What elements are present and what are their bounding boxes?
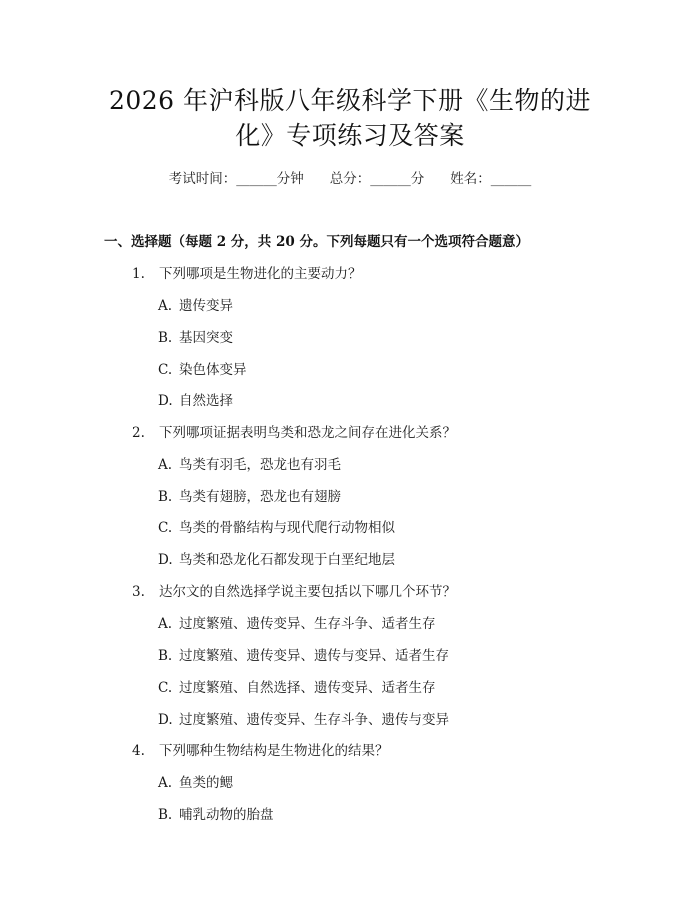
option-letter: C. [158, 680, 173, 696]
question-2-option-b [158, 485, 341, 505]
option-text: 自然选择 [179, 393, 233, 409]
question-number: 2. [132, 425, 145, 441]
question-number: 4. [132, 743, 145, 759]
option-text: 鸟类的骨骼结构与现代爬行动物相似 [179, 520, 395, 536]
question-2-option-a [158, 453, 341, 473]
option-text: 鸟类有羽毛，恐龙也有羽毛 [179, 457, 341, 473]
question-3-option-b [158, 644, 449, 664]
option-letter: A. [158, 775, 173, 791]
student-name-field: 姓名：______ [450, 171, 532, 187]
question-3-option-c [158, 676, 436, 696]
option-letter: C. [158, 362, 173, 378]
option-text: 遗传变异 [179, 298, 233, 314]
option-text: 过度繁殖、遗传变异、生存斗争、遗传与变异 [179, 712, 449, 728]
question-2-option-d [158, 548, 395, 568]
question-2 [132, 421, 456, 441]
option-text: 过度繁殖、遗传变异、遗传与变异、适者生存 [179, 648, 449, 664]
option-letter: D. [158, 393, 173, 409]
question-2-option-c [158, 516, 395, 536]
option-text: 鸟类有翅膀，恐龙也有翅膀 [179, 489, 341, 505]
option-text: 过度繁殖、遗传变异、生存斗争、适者生存 [179, 616, 436, 632]
question-1-option-a [158, 294, 233, 314]
option-text: 哺乳动物的胎盘 [179, 807, 274, 823]
question-number: 1. [132, 266, 145, 282]
option-letter: D. [158, 552, 173, 568]
option-text: 鱼类的鳃 [179, 775, 233, 791]
option-letter: B. [158, 807, 173, 823]
question-3 [132, 580, 456, 600]
option-letter: D. [158, 712, 173, 728]
question-3-option-d [158, 708, 449, 728]
option-text: 鸟类和恐龙化石都发现于白垩纪地层 [179, 552, 395, 568]
exam-time-field: 考试时间：______分钟 [168, 171, 304, 187]
question-number: 3. [132, 584, 145, 600]
question-text: 下列哪项证据表明鸟类和恐龙之间存在进化关系？ [159, 425, 456, 441]
question-4 [132, 739, 389, 759]
question-text: 下列哪项是生物进化的主要动力？ [159, 266, 362, 282]
question-1-option-d [158, 389, 233, 409]
section-heading: 一、选择题（每题 2 分，共 20 分。下列每题只有一个选项符合题意） [104, 234, 529, 250]
question-3-option-a [158, 612, 436, 632]
question-1-option-b [158, 326, 233, 346]
question-1 [132, 262, 362, 282]
option-letter: A. [158, 457, 173, 473]
option-letter: C. [158, 520, 173, 536]
exam-info-line [0, 167, 700, 187]
option-letter: B. [158, 648, 173, 664]
total-score-field: 总分：______分 [329, 171, 425, 187]
option-text: 过度繁殖、自然选择、遗传变异、适者生存 [179, 680, 436, 696]
question-text: 达尔文的自然选择学说主要包括以下哪几个环节？ [159, 584, 456, 600]
question-text: 下列哪种生物结构是生物进化的结果？ [159, 743, 389, 759]
option-letter: A. [158, 616, 173, 632]
option-letter: B. [158, 489, 173, 505]
option-text: 基因突变 [179, 330, 233, 346]
option-letter: B. [158, 330, 173, 346]
question-4-option-a [158, 771, 233, 791]
document-title-line-2: 化》专项练习及答案 [235, 121, 465, 150]
question-4-option-b [158, 803, 274, 823]
option-text: 染色体变异 [179, 362, 247, 378]
document-title-line-1: 2026 年沪科版八年级科学下册《生物的进 [108, 86, 592, 115]
question-1-option-c [158, 358, 247, 378]
option-letter: A. [158, 298, 173, 314]
